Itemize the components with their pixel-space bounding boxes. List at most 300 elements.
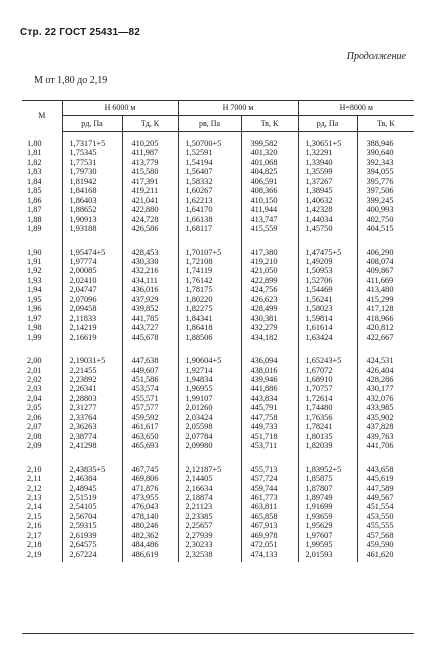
pressure-cell: 1,54194 [178, 158, 241, 167]
table-row [22, 484, 414, 493]
sub-header-p2: pв, Па [178, 116, 241, 132]
pressure-cell: 2,38774 [62, 432, 122, 441]
pressure-cell: 1,68117 [178, 224, 241, 233]
temperature-cell: 415,559 [241, 224, 298, 233]
temperature-cell: 459,592 [122, 413, 178, 422]
mach-cell: 1,97 [27, 313, 42, 323]
temperature-cell: 428,453 [122, 248, 178, 257]
temperature-cell: 419,210 [241, 257, 298, 266]
pressure-cell: 1,60267 [178, 186, 241, 195]
temperature-cell: 408,366 [241, 186, 298, 195]
temperature-cell: 408,074 [357, 257, 414, 266]
mach-cell: 1,94 [27, 285, 42, 295]
pressure-cell: 2,00085 [62, 266, 122, 275]
temperature-cell: 401,320 [241, 148, 298, 157]
spacer-cell [22, 342, 62, 356]
temperature-cell: 404,515 [357, 224, 414, 233]
temperature-cell: 471,876 [122, 484, 178, 493]
pressure-cell: 1,88506 [178, 333, 241, 342]
mach-cell: 1,98 [27, 323, 42, 333]
temperature-cell: 399,582 [241, 132, 298, 149]
temperature-cell: 417,128 [357, 304, 414, 313]
pressure-cell: 1,82275 [178, 304, 241, 313]
pressure-cell: 2,05598 [178, 422, 241, 431]
pressure-cell: 2,07784 [178, 432, 241, 441]
temperature-cell: 482,362 [122, 531, 178, 540]
spacer-cell [62, 234, 122, 248]
spacer-cell [298, 451, 357, 465]
table-row [22, 441, 414, 450]
temperature-cell: 484,486 [122, 540, 178, 549]
temperature-cell: 432,279 [241, 323, 298, 332]
temperature-cell: 467,745 [122, 465, 178, 474]
temperature-cell: 461,620 [357, 550, 414, 562]
spacer-cell [298, 342, 357, 356]
pressure-cell: 2,54105 [62, 502, 122, 511]
mach-cell: 2,13 [27, 492, 42, 502]
pressure-cell: 2,03424 [178, 413, 241, 422]
temperature-cell: 445,619 [357, 474, 414, 483]
pressure-cell: 2,09980 [178, 441, 241, 450]
pressure-cell: 2,11833 [62, 314, 122, 323]
temperature-cell: 478,140 [122, 512, 178, 521]
pressure-cell: 1,35599 [298, 167, 357, 176]
mach-cell: 1,81 [27, 148, 42, 158]
pressure-cell: 1,33940 [298, 158, 357, 167]
mach-cell: 2,03 [27, 384, 42, 394]
spacer-cell [357, 234, 414, 248]
pressure-cell: 1,97774 [62, 257, 122, 266]
table-row [22, 248, 414, 257]
pressure-cell: 1,72108 [178, 257, 241, 266]
temperature-cell: 406,290 [357, 248, 414, 257]
spacer-cell [122, 342, 178, 356]
temperature-cell: 465,858 [241, 512, 298, 521]
altitude-header-2: H 7000 м [178, 100, 298, 116]
temperature-cell: 400,993 [357, 205, 414, 214]
pressure-cell: 2,56704 [62, 512, 122, 521]
temperature-cell: 437,828 [357, 422, 414, 431]
mach-cell: 1,99 [27, 332, 42, 342]
temperature-cell: 449,607 [122, 366, 178, 375]
pressure-cell: 1,94834 [178, 375, 241, 384]
temperature-cell: 461,773 [241, 493, 298, 502]
pressure-cell: 1,56407 [178, 167, 241, 176]
temperature-cell: 445,678 [122, 333, 178, 342]
pressure-cell: 1,80220 [178, 295, 241, 304]
pressure-cell: 1,50700+5 [178, 132, 241, 149]
temperature-cell: 409,867 [357, 266, 414, 275]
spacer-cell [241, 342, 298, 356]
temperature-cell: 455,555 [357, 521, 414, 530]
temperature-cell: 436,094 [241, 356, 298, 365]
mach-cell: 1,89 [27, 224, 42, 234]
temperature-cell: 463,650 [122, 432, 178, 441]
temperature-cell: 480,246 [122, 521, 178, 530]
temperature-cell: 439,763 [357, 432, 414, 441]
table-row [22, 205, 414, 214]
spacer-cell [22, 234, 62, 248]
pressure-cell: 2,02410 [62, 276, 122, 285]
table-row [22, 493, 414, 502]
pressure-cell: 1,52591 [178, 148, 241, 157]
spacer-cell [178, 234, 241, 248]
mach-cell: 1,82 [27, 157, 42, 167]
pressure-cell: 1,90913 [62, 215, 122, 224]
mach-cell: 1,80 [27, 138, 42, 148]
temperature-cell: 428,499 [241, 304, 298, 313]
pressure-cell: 2,04747 [62, 285, 122, 294]
pressure-cell: 1,76142 [178, 276, 241, 285]
pressure-cell: 1,58023 [298, 304, 357, 313]
pressure-cell: 1,81942 [62, 177, 122, 186]
temperature-cell: 421,050 [241, 266, 298, 275]
pressure-cell: 1,99595 [298, 540, 357, 549]
pressure-cell: 2,30233 [178, 540, 241, 549]
pressure-cell: 1,78241 [298, 422, 357, 431]
table-row [22, 266, 414, 275]
spacer-cell [298, 234, 357, 248]
pressure-cell: 1,72614 [298, 394, 357, 403]
temperature-cell: 422,899 [241, 276, 298, 285]
pressure-cell: 1,52706 [298, 276, 357, 285]
pressure-cell: 1,86403 [62, 196, 122, 205]
pressure-cell: 1,61614 [298, 323, 357, 332]
temperature-cell: 451,586 [122, 375, 178, 384]
temperature-cell: 443,658 [357, 465, 414, 474]
temperature-cell: 451,718 [241, 432, 298, 441]
mach-cell: 2,17 [27, 530, 42, 540]
pressure-cell: 1,40632 [298, 196, 357, 205]
group-spacer [22, 342, 414, 356]
temperature-cell: 459,590 [357, 540, 414, 549]
mach-cell: 1,84 [27, 176, 42, 186]
pressure-cell: 1,38945 [298, 186, 357, 195]
temperature-cell: 424,756 [241, 285, 298, 294]
pressure-cell: 1,37267 [298, 177, 357, 186]
temperature-cell: 413,747 [241, 215, 298, 224]
temperature-cell: 418,966 [357, 314, 414, 323]
pressure-cell: 1,80135 [298, 432, 357, 441]
spacer-cell [122, 234, 178, 248]
spacer-cell [241, 234, 298, 248]
temperature-cell: 447,638 [122, 356, 178, 365]
pressure-cell: 2,01593 [298, 550, 357, 562]
pressure-cell: 1,70757 [298, 384, 357, 393]
temperature-cell: 413,779 [122, 158, 178, 167]
pressure-cell: 1,97607 [298, 531, 357, 540]
sub-header-p1: pд, Па [62, 116, 122, 132]
pressure-cell: 2,26341 [62, 384, 122, 393]
altitude-header-3: H=8000 м [298, 100, 414, 116]
spacer-cell [357, 342, 414, 356]
temperature-cell: 469,978 [241, 531, 298, 540]
pressure-cell: 1,90604+5 [178, 356, 241, 365]
table-row [22, 502, 414, 511]
temperature-cell: 438,016 [241, 366, 298, 375]
pressure-cell: 2,51519 [62, 493, 122, 502]
pressure-cell: 2,31277 [62, 403, 122, 412]
sub-header-t3: Тв, К [357, 116, 414, 132]
pressure-cell: 1,87807 [298, 484, 357, 493]
pressure-cell: 2,23385 [178, 512, 241, 521]
mach-cell: 2,15 [27, 511, 42, 521]
mach-cell: 2,10 [27, 464, 42, 474]
pressure-cell: 1,84341 [178, 314, 241, 323]
mach-cell: 2,01 [27, 365, 42, 375]
temperature-cell: 406,591 [241, 177, 298, 186]
pressure-cell: 1,93188 [62, 224, 122, 233]
temperature-cell: 411,987 [122, 148, 178, 157]
temperature-cell: 422,667 [357, 333, 414, 342]
mach-cell: 1,85 [27, 186, 42, 196]
spacer-cell [178, 342, 241, 356]
temperature-cell: 455,713 [241, 465, 298, 474]
temperature-cell: 457,568 [357, 531, 414, 540]
table-row [22, 521, 414, 530]
sub-header-t1: Тд, К [122, 116, 178, 132]
pressure-cell: 2,09458 [62, 304, 122, 313]
table-row [22, 224, 414, 233]
table-row [22, 474, 414, 483]
pressure-cell: 1,95474+5 [62, 248, 122, 257]
pressure-cell: 1,88652 [62, 205, 122, 214]
mach-cell: 2,18 [27, 540, 42, 550]
pressure-cell: 2,64575 [62, 540, 122, 549]
temperature-cell: 457,577 [122, 403, 178, 412]
pressure-cell: 1,45750 [298, 224, 357, 233]
temperature-cell: 435,902 [357, 413, 414, 422]
table-row [22, 550, 414, 562]
mach-cell: 2,07 [27, 422, 42, 432]
temperature-cell: 445,791 [241, 403, 298, 412]
pressure-cell: 1,74480 [298, 403, 357, 412]
pressure-cell: 2,28803 [62, 394, 122, 403]
table-row [22, 314, 414, 323]
table-row [22, 375, 414, 384]
table-row [22, 177, 414, 186]
table-row [22, 403, 414, 412]
temperature-cell: 455,571 [122, 394, 178, 403]
temperature-cell: 434,111 [122, 276, 178, 285]
temperature-cell: 441,706 [357, 441, 414, 450]
pressure-cell: 2,25657 [178, 521, 241, 530]
temperature-cell: 424,728 [122, 215, 178, 224]
pressure-cell: 2,16634 [178, 484, 241, 493]
temperature-cell: 411,944 [241, 205, 298, 214]
sub-header-t2: Тв, К [241, 116, 298, 132]
pressure-cell: 2,32538 [178, 550, 241, 562]
pressure-cell: 1,76356 [298, 413, 357, 422]
spacer-cell [62, 342, 122, 356]
temperature-cell: 410,205 [122, 132, 178, 149]
temperature-cell: 432,216 [122, 266, 178, 275]
temperature-cell: 437,929 [122, 295, 178, 304]
pressure-cell: 1,84168 [62, 186, 122, 195]
table-row [22, 186, 414, 195]
table-row [22, 366, 414, 375]
table-row [22, 167, 414, 176]
pressure-cell: 1,75345 [62, 148, 122, 157]
table-row [22, 304, 414, 313]
temperature-cell: 451,554 [357, 502, 414, 511]
pressure-cell: 1,49209 [298, 257, 357, 266]
pressure-cell: 1,74119 [178, 266, 241, 275]
temperature-cell: 430,381 [241, 314, 298, 323]
pressure-cell: 1,54469 [298, 285, 357, 294]
temperature-cell: 415,580 [122, 167, 178, 176]
temperature-cell: 417,391 [122, 177, 178, 186]
pressure-cell: 1,91699 [298, 502, 357, 511]
pressure-cell: 1,83952+5 [298, 465, 357, 474]
temperature-cell: 457,724 [241, 474, 298, 483]
temperature-cell: 441,785 [122, 314, 178, 323]
mach-cell: 2,11 [27, 474, 42, 484]
temperature-cell: 426,404 [357, 366, 414, 375]
pressure-cell: 2,23892 [62, 375, 122, 384]
spacer-cell [22, 451, 62, 465]
temperature-cell: 467,913 [241, 521, 298, 530]
mach-cell: 1,90 [27, 247, 42, 257]
pressure-cell: 2,43835+5 [62, 465, 122, 474]
pressure-cell: 2,67224 [62, 550, 122, 562]
altitude-header-1: H 6000 м [62, 100, 178, 116]
table-row [22, 295, 414, 304]
pressure-cell: 2,61939 [62, 531, 122, 540]
spacer-cell [357, 451, 414, 465]
mach-cell: 1,91 [27, 256, 42, 266]
pressure-cell: 2,16619 [62, 333, 122, 342]
mach-cell: 2,04 [27, 393, 42, 403]
pressure-cell: 2,46384 [62, 474, 122, 483]
temperature-cell: 463,811 [241, 502, 298, 511]
temperature-cell: 459,744 [241, 484, 298, 493]
temperature-cell: 443,834 [241, 394, 298, 403]
pressure-cell: 1,58332 [178, 177, 241, 186]
mach-cell: 1,93 [27, 275, 42, 285]
temperature-cell: 472,051 [241, 540, 298, 549]
pressure-cell: 1,68910 [298, 375, 357, 384]
pressure-cell: 1,62213 [178, 196, 241, 205]
temperature-cell: 399,245 [357, 196, 414, 205]
temperature-cell: 415,299 [357, 295, 414, 304]
temperature-cell: 453,711 [241, 441, 298, 450]
pressure-cell: 1,63424 [298, 333, 357, 342]
spacer-cell [122, 451, 178, 465]
mach-cell: 1,83 [27, 167, 42, 177]
pressure-cell: 1,42328 [298, 205, 357, 214]
mach-cell: 2,05 [27, 403, 42, 413]
mach-cell: 1,92 [27, 266, 42, 276]
table-row [22, 465, 414, 474]
mach-cell: 2,16 [27, 521, 42, 531]
temperature-cell: 417,380 [241, 248, 298, 257]
pressure-cell: 2,36263 [62, 422, 122, 431]
table-row [22, 132, 414, 149]
temperature-cell: 388,946 [357, 132, 414, 149]
temperature-cell: 447,758 [241, 413, 298, 422]
temperature-cell: 434,182 [241, 333, 298, 342]
col-header-m: М [38, 111, 46, 121]
pressure-cell: 1,85875 [298, 474, 357, 483]
pressure-cell: 1,30651+5 [298, 132, 357, 149]
table-row [22, 531, 414, 540]
temperature-cell: 392,343 [357, 158, 414, 167]
sub-header-p3: pд, Па [298, 116, 357, 132]
table-row [22, 196, 414, 205]
temperature-cell: 439,852 [122, 304, 178, 313]
continued-label: Продолжение [346, 51, 406, 62]
pressure-cell: 1,78175 [178, 285, 241, 294]
pressure-cell: 1,47475+5 [298, 248, 357, 257]
table-row [22, 257, 414, 266]
mach-cell: 1,96 [27, 304, 42, 314]
pressure-cell: 1,92714 [178, 366, 241, 375]
temperature-cell: 401,068 [241, 158, 298, 167]
pressure-cell: 2,12187+5 [178, 465, 241, 474]
temperature-cell: 449,567 [357, 493, 414, 502]
temperature-cell: 433,985 [357, 403, 414, 412]
table-subtitle: М от 1,80 до 2,19 [34, 75, 108, 86]
spacer-cell [241, 451, 298, 465]
temperature-cell: 473,955 [122, 493, 178, 502]
pressure-cell: 1,79730 [62, 167, 122, 176]
temperature-cell: 465,693 [122, 441, 178, 450]
temperature-cell: 461,617 [122, 422, 178, 431]
pressure-cell: 1,66138 [178, 215, 241, 224]
table-row [22, 285, 414, 294]
mach-cell: 2,12 [27, 483, 42, 493]
temperature-cell: 449,733 [241, 422, 298, 431]
temperature-cell: 397,506 [357, 186, 414, 195]
temperature-cell: 426,586 [122, 224, 178, 233]
group-spacer [22, 234, 414, 248]
table-row [22, 215, 414, 224]
mach-cell: 1,86 [27, 195, 42, 205]
pressure-cell: 2,21123 [178, 502, 241, 511]
pressure-cell: 1,99107 [178, 394, 241, 403]
temperature-cell: 476,043 [122, 502, 178, 511]
pressure-cell: 2,07096 [62, 295, 122, 304]
pressure-cell: 2,27939 [178, 531, 241, 540]
table-row [22, 540, 414, 549]
pressure-cell: 1,89749 [298, 493, 357, 502]
mach-cell: 2,09 [27, 441, 42, 451]
mach-cell: 2,00 [27, 356, 42, 366]
pressure-cell: 2,59315 [62, 521, 122, 530]
temperature-cell: 411,669 [357, 276, 414, 285]
mach-cell: 2,19 [27, 549, 42, 559]
mach-cell: 1,95 [27, 294, 42, 304]
pressure-cell: 2,14405 [178, 474, 241, 483]
table-row [22, 512, 414, 521]
temperature-cell: 453,550 [357, 512, 414, 521]
pressure-cell: 2,19031+5 [62, 356, 122, 365]
pressure-cell: 1,96955 [178, 384, 241, 393]
table-row [22, 158, 414, 167]
temperature-cell: 428,286 [357, 375, 414, 384]
mach-cell: 2,06 [27, 412, 42, 422]
pressure-cell: 2,33764 [62, 413, 122, 422]
temperature-cell: 390,640 [357, 148, 414, 157]
mach-cell: 1,88 [27, 214, 42, 224]
temperature-cell: 421,041 [122, 196, 178, 205]
temperature-cell: 424,531 [357, 356, 414, 365]
temperature-cell: 426,623 [241, 295, 298, 304]
pressure-cell: 1,67072 [298, 366, 357, 375]
temperature-cell: 453,574 [122, 384, 178, 393]
pressure-cell: 1,50953 [298, 266, 357, 275]
